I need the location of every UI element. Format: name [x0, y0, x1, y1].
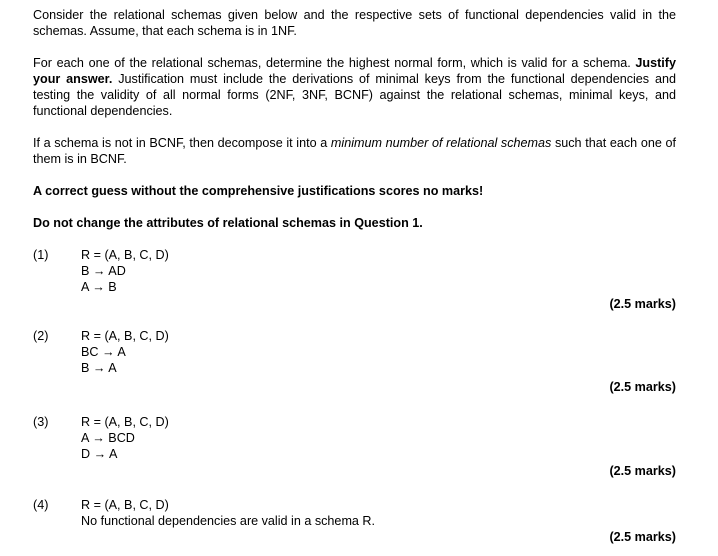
instruction-note — [33, 215, 676, 231]
justify-emphasis: Justify your answer. — [33, 56, 676, 86]
schema-definition: R = (A, B, C, D) — [81, 329, 169, 343]
schema-definition: R = (A, B, C, D) — [81, 498, 169, 512]
task-paragraph — [33, 55, 676, 119]
decompose-emphasis: minimum number of relational schemas — [330, 136, 552, 150]
functional-dependency: B → AD — [81, 264, 126, 278]
task-text: For each one of the relational schemas, determine the highest normal form, which is valid for a schema. — [33, 56, 636, 70]
task-text-continued: Justification must include the derivations of minimal keys from the functional dependencies and testing the validity of all normal forms (2NF, 3NF, BCNF) against the relational schemas, minimal keys, and functional dependencies. — [33, 72, 676, 118]
question-number: (4) — [33, 498, 49, 512]
functional-dependency: D → A — [81, 447, 118, 461]
intro-text: Consider the relational schemas given below and the respective sets of functional dependencies valid in the schemas. Assume, that each schema is in 1NF. — [33, 8, 676, 38]
functional-dependency: A → BCD — [81, 431, 135, 445]
question-number: (1) — [33, 248, 49, 262]
decompose-paragraph — [33, 135, 676, 167]
dependency-note: No functional dependencies are valid in a schema R. — [81, 514, 376, 528]
warning-note — [33, 183, 676, 199]
functional-dependency: A → B — [81, 280, 117, 294]
question-number: (3) — [33, 415, 49, 429]
intro-paragraph — [33, 7, 676, 39]
marks-label: (2.5 marks) — [609, 464, 676, 478]
warning-text: A correct guess without the comprehensive justifications scores no marks! — [33, 184, 484, 198]
marks-label: (2.5 marks) — [609, 380, 676, 394]
marks-label: (2.5 marks) — [609, 530, 676, 544]
question-number: (2) — [33, 329, 49, 343]
decompose-text: If a schema is not in BCNF, then decompose it into a — [33, 136, 331, 150]
functional-dependency: B → A — [81, 361, 117, 375]
marks-label: (2.5 marks) — [609, 297, 676, 311]
functional-dependency: BC → A — [81, 345, 126, 359]
decompose-text-continued: such that each one of them is in BCNF. — [33, 136, 676, 166]
instruction-text: Do not change the attributes of relational schemas in Question 1. — [33, 216, 423, 230]
schema-definition: R = (A, B, C, D) — [81, 415, 169, 429]
schema-definition: R = (A, B, C, D) — [81, 248, 169, 262]
